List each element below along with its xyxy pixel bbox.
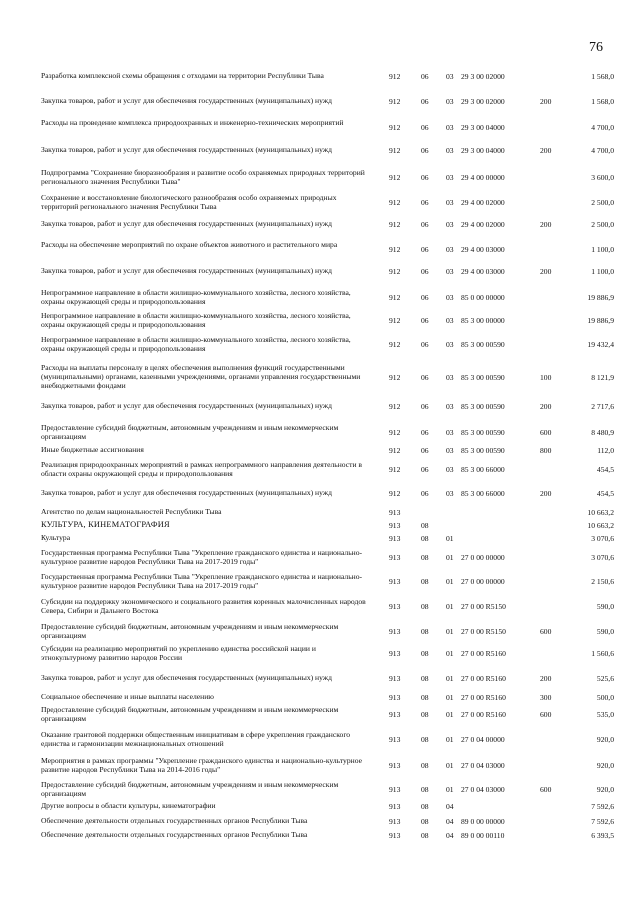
row-description: Закупка товаров, работ и услуг для обеспечения государственных (муниципальных) нужд (41, 145, 332, 154)
row-ved: 913 (389, 735, 401, 744)
row-sum: 920,0 (596, 785, 614, 794)
row-csr: 29 4 00 02000 (461, 219, 505, 229)
row-rz: 08 (421, 710, 429, 719)
row-description: Непрограммное направление в области жилищно-коммунального хозяйства, лесного хозяйства, охраны окружающей среды и природопользования (41, 335, 351, 354)
row-pr: 01 (446, 735, 454, 744)
row-description: Государственная программа Республики Тыва "Укрепление гражданского единства и национально-культурное развитие народов Республики Тыва на 2017-2019 годы" (41, 572, 363, 591)
row-vr: 200 (540, 401, 552, 411)
row-rz: 08 (421, 816, 429, 826)
row-pr: 01 (446, 649, 454, 658)
table-row (0, 644, 640, 663)
row-rz: 06 (421, 219, 429, 229)
row-description: Непрограммное направление в области жилищно-коммунального хозяйства, лесного хозяйства, охраны окружающей среды и природопользования (41, 311, 351, 330)
table-row (0, 801, 640, 811)
row-csr: 85 3 00 00590 (461, 428, 505, 437)
row-ved: 912 (389, 71, 401, 81)
row-description: Оказание грантовой поддержки общественным инициативам в сфере укрепления гражданского единства и гармонизации межнациональных отношений (41, 730, 351, 749)
row-csr: 27 0 00 R5150 (461, 602, 506, 611)
row-pr: 03 (446, 316, 454, 325)
table-row (0, 266, 640, 276)
table-row (0, 622, 640, 641)
row-pr: 03 (446, 123, 454, 132)
row-rz: 08 (421, 627, 429, 636)
row-description: Закупка товаров, работ и услуг для обеспечения государственных (муниципальных) нужд (41, 401, 332, 410)
row-ved: 912 (389, 372, 401, 382)
row-ved: 913 (389, 507, 401, 517)
row-rz: 06 (421, 96, 429, 106)
row-ved: 912 (389, 316, 401, 325)
row-ved: 913 (389, 649, 401, 658)
table-row (0, 705, 640, 724)
row-rz: 08 (421, 785, 429, 794)
table-row (0, 673, 640, 683)
row-csr: 29 3 00 02000 (461, 71, 505, 81)
row-sum: 920,0 (596, 735, 614, 744)
table-row (0, 597, 640, 616)
row-ved: 912 (389, 96, 401, 106)
row-ved: 913 (389, 801, 401, 811)
row-sum: 1 568,0 (591, 96, 614, 106)
row-description: Социальное обеспечение и иные выплаты населению (41, 692, 214, 701)
table-row (0, 168, 640, 187)
row-csr: 85 3 00 00590 (461, 340, 505, 349)
row-rz: 06 (421, 372, 429, 382)
row-pr: 01 (446, 577, 454, 586)
row-ved: 912 (389, 445, 401, 455)
row-sum: 7 592,6 (591, 816, 614, 826)
row-csr: 85 3 00 00590 (461, 372, 505, 382)
table-row (0, 460, 640, 479)
row-ved: 913 (389, 673, 401, 683)
row-ved: 912 (389, 173, 401, 182)
table-row (0, 756, 640, 775)
row-description: Закупка товаров, работ и услуг для обеспечения государственных (муниципальных) нужд (41, 673, 332, 682)
table-row (0, 572, 640, 591)
row-csr: 29 3 00 02000 (461, 96, 505, 106)
row-pr: 03 (446, 71, 454, 81)
row-sum: 454,5 (596, 465, 614, 474)
table-row (0, 71, 640, 81)
row-rz: 06 (421, 245, 429, 254)
row-rz: 06 (421, 401, 429, 411)
row-sum: 7 592,6 (591, 801, 614, 811)
row-pr: 03 (446, 340, 454, 349)
row-sum: 2 150,6 (591, 577, 614, 586)
row-pr: 01 (446, 602, 454, 611)
row-csr: 85 3 00 66000 (461, 488, 505, 498)
row-vr: 200 (540, 219, 552, 229)
row-vr: 800 (540, 445, 552, 455)
row-ved: 912 (389, 266, 401, 276)
row-pr: 03 (446, 428, 454, 437)
table-row (0, 363, 640, 391)
row-ved: 913 (389, 830, 401, 840)
row-csr: 29 4 00 00000 (461, 173, 505, 182)
row-csr: 27 0 04 00000 (461, 735, 505, 744)
row-ved: 912 (389, 340, 401, 349)
row-rz: 08 (421, 692, 429, 702)
table-row (0, 488, 640, 498)
row-sum: 2 717,6 (591, 401, 614, 411)
row-csr: 85 3 00 00000 (461, 316, 505, 325)
row-pr: 03 (446, 465, 454, 474)
row-ved: 912 (389, 245, 401, 254)
row-ved: 912 (389, 428, 401, 437)
row-sum: 590,0 (596, 602, 614, 611)
row-ved: 913 (389, 710, 401, 719)
row-rz: 06 (421, 173, 429, 182)
row-ved: 913 (389, 761, 401, 770)
row-ved: 913 (389, 692, 401, 702)
row-csr: 27 0 00 00000 (461, 577, 505, 586)
row-description: Предоставление субсидий бюджетным, автономным учреждениям и иным некоммерческим организациям (41, 705, 339, 724)
row-sum: 3 070,6 (591, 553, 614, 562)
table-row (0, 780, 640, 799)
row-rz: 08 (421, 553, 429, 562)
row-csr: 27 0 00 R5160 (461, 649, 506, 658)
table-row (0, 520, 640, 530)
row-sum: 4 700,0 (591, 123, 614, 132)
row-vr: 300 (540, 692, 552, 702)
row-pr: 01 (446, 673, 454, 683)
row-pr: 03 (446, 445, 454, 455)
row-rz: 08 (421, 520, 429, 530)
row-pr: 01 (446, 533, 454, 543)
row-description: Предоставление субсидий бюджетным, автономным учреждениям и иным некоммерческим организациям (41, 423, 339, 442)
table-row (0, 507, 640, 517)
row-csr: 85 3 00 66000 (461, 465, 505, 474)
row-sum: 8 480,9 (591, 428, 614, 437)
row-rz: 06 (421, 123, 429, 132)
row-description: Закупка товаров, работ и услуг для обеспечения государственных (муниципальных) нужд (41, 488, 332, 497)
row-vr: 100 (540, 372, 552, 382)
row-csr: 85 0 00 00000 (461, 293, 505, 302)
row-ved: 913 (389, 553, 401, 562)
row-description: Сохранение и восстановление биологического разнообразия особо охраняемых природных территорий регионального значения Республики Тыва (41, 193, 337, 212)
row-ved: 912 (389, 198, 401, 207)
row-description: Расходы на выплаты персоналу в целях обеспечения выполнения функций государственными (муниципальными) органами, казенными учреждениями, органами управления государственными внебюджетными фондами (41, 363, 361, 391)
row-pr: 03 (446, 293, 454, 302)
row-sum: 1 568,0 (591, 71, 614, 81)
row-ved: 912 (389, 293, 401, 302)
row-csr: 89 0 00 00110 (461, 830, 505, 840)
row-pr: 03 (446, 245, 454, 254)
row-sum: 2 500,0 (591, 198, 614, 207)
row-csr: 85 3 00 00590 (461, 445, 505, 455)
table-row (0, 311, 640, 330)
row-pr: 03 (446, 145, 454, 155)
row-rz: 08 (421, 577, 429, 586)
row-sum: 590,0 (596, 627, 614, 636)
table-row (0, 692, 640, 702)
row-description: Расходы на проведение комплекса природоохранных и инженерно-технических мероприятий (41, 118, 344, 127)
row-vr: 600 (540, 710, 552, 719)
row-sum: 19 886,9 (587, 316, 614, 325)
row-description: Иные бюджетные ассигнования (41, 445, 144, 454)
row-rz: 08 (421, 533, 429, 543)
row-description: Реализация природоохранных мероприятий в рамках непрограммного направления деятельности в области охраны окружающей среды и природопользования (41, 460, 363, 479)
row-description: Агентство по делам национальностей Республики Тыва (41, 507, 222, 516)
table-row (0, 335, 640, 354)
table-row (0, 219, 640, 229)
row-sum: 3 600,0 (591, 173, 614, 182)
row-pr: 01 (446, 627, 454, 636)
row-pr: 03 (446, 219, 454, 229)
row-csr: 29 4 00 03000 (461, 266, 505, 276)
table-row (0, 240, 640, 259)
page-number: 76 (589, 40, 603, 55)
row-pr: 03 (446, 96, 454, 106)
row-sum: 19 432,4 (587, 340, 614, 349)
row-sum: 10 663,2 (587, 507, 614, 517)
row-csr: 29 4 00 02000 (461, 198, 505, 207)
row-rz: 06 (421, 488, 429, 498)
row-pr: 04 (446, 816, 454, 826)
row-vr: 600 (540, 627, 552, 636)
row-description: Обеспечение деятельности отдельных государственных органов Республики Тыва (41, 816, 308, 825)
row-ved: 913 (389, 785, 401, 794)
table-row (0, 96, 640, 106)
table-row (0, 423, 640, 442)
row-ved: 913 (389, 577, 401, 586)
row-vr: 200 (540, 96, 552, 106)
row-ved: 912 (389, 465, 401, 474)
row-csr: 29 3 00 04000 (461, 145, 505, 155)
row-sum: 535,0 (596, 710, 614, 719)
row-description: Субсидии на реализацию мероприятий по укреплению единства российской нации и этнокультурному развитию народов России (41, 644, 316, 663)
row-description: Разработка комплексной схемы обращения с отходами на территории Республики Тыва (41, 71, 324, 80)
row-rz: 06 (421, 340, 429, 349)
row-description: Закупка товаров, работ и услуг для обеспечения государственных (муниципальных) нужд (41, 96, 332, 105)
row-ved: 913 (389, 520, 401, 530)
row-rz: 08 (421, 761, 429, 770)
row-sum: 1 100,0 (591, 245, 614, 254)
row-pr: 01 (446, 785, 454, 794)
row-csr: 27 0 04 03000 (461, 761, 505, 770)
row-description: Предоставление субсидий бюджетным, автономным учреждениям и иным некоммерческим организациям (41, 780, 339, 799)
table-row (0, 548, 640, 567)
row-csr: 27 0 04 03000 (461, 785, 505, 794)
row-sum: 19 886,9 (587, 293, 614, 302)
row-pr: 03 (446, 173, 454, 182)
row-rz: 06 (421, 145, 429, 155)
row-csr: 89 0 00 00000 (461, 816, 505, 826)
row-ved: 913 (389, 627, 401, 636)
row-sum: 525,6 (596, 673, 614, 683)
row-rz: 06 (421, 293, 429, 302)
row-sum: 500,0 (596, 692, 614, 702)
row-ved: 913 (389, 602, 401, 611)
row-description: Предоставление субсидий бюджетным, автономным учреждениям и иным некоммерческим организациям (41, 622, 339, 641)
row-csr: 29 4 00 03000 (461, 245, 505, 254)
table-row (0, 118, 640, 137)
row-sum: 10 663,2 (587, 520, 614, 530)
row-csr: 85 3 00 00590 (461, 401, 505, 411)
row-vr: 200 (540, 266, 552, 276)
row-vr: 200 (540, 488, 552, 498)
row-description: Мероприятия в рамках программы "Укрепление гражданского единства и национально-культурное развитие народов Республики Тыва на 2014-2016 годы" (41, 756, 362, 775)
row-pr: 03 (446, 266, 454, 276)
table-row (0, 830, 640, 840)
row-pr: 04 (446, 830, 454, 840)
row-vr: 600 (540, 785, 552, 794)
row-description: Обеспечение деятельности отдельных государственных органов Республики Тыва (41, 830, 308, 839)
row-rz: 06 (421, 266, 429, 276)
row-description: КУЛЬТУРА, КИНЕМАТОГРАФИЯ (41, 520, 170, 529)
table-row (0, 288, 640, 307)
row-rz: 06 (421, 198, 429, 207)
row-pr: 01 (446, 761, 454, 770)
row-description: Другие вопросы в области культуры, кинематографии (41, 801, 216, 810)
row-sum: 112,0 (597, 445, 614, 455)
row-pr: 04 (446, 801, 454, 811)
row-sum: 8 121,9 (591, 372, 614, 382)
row-csr: 27 0 00 R5160 (461, 673, 506, 683)
row-vr: 600 (540, 428, 552, 437)
row-description: Подпрограмма "Сохранение биоразнообразия и развитие особо охраняемых природных территорий регионального значения Республики Тыва" (41, 168, 365, 187)
row-sum: 2 500,0 (591, 219, 614, 229)
row-description: Культура (41, 533, 71, 542)
row-ved: 912 (389, 123, 401, 132)
row-sum: 4 700,0 (591, 145, 614, 155)
row-sum: 1 100,0 (591, 266, 614, 276)
table-row (0, 445, 640, 455)
row-vr: 200 (540, 145, 552, 155)
row-rz: 06 (421, 428, 429, 437)
row-rz: 08 (421, 735, 429, 744)
row-rz: 08 (421, 602, 429, 611)
row-pr: 03 (446, 488, 454, 498)
row-rz: 08 (421, 801, 429, 811)
row-csr: 27 0 00 00000 (461, 553, 505, 562)
row-sum: 1 560,6 (591, 649, 614, 658)
row-rz: 06 (421, 316, 429, 325)
row-vr: 200 (540, 673, 552, 683)
table-row (0, 193, 640, 212)
row-description: Закупка товаров, работ и услуг для обеспечения государственных (муниципальных) нужд (41, 266, 332, 275)
row-description: Непрограммное направление в области жилищно-коммунального хозяйства, лесного хозяйства, охраны окружающей среды и природопользования (41, 288, 351, 307)
row-ved: 912 (389, 145, 401, 155)
row-sum: 3 070,6 (591, 533, 614, 543)
row-description: Расходы на обеспечение мероприятий по охране объектов животного и растительного мира (41, 240, 338, 249)
row-rz: 06 (421, 71, 429, 81)
row-ved: 912 (389, 401, 401, 411)
table-row (0, 730, 640, 749)
row-rz: 08 (421, 649, 429, 658)
table-row (0, 145, 640, 155)
table-row (0, 533, 640, 543)
row-rz: 06 (421, 445, 429, 455)
row-pr: 03 (446, 198, 454, 207)
row-rz: 06 (421, 465, 429, 474)
row-pr: 01 (446, 553, 454, 562)
row-csr: 29 3 00 04000 (461, 123, 505, 132)
table-row (0, 401, 640, 411)
row-ved: 912 (389, 219, 401, 229)
row-ved: 913 (389, 816, 401, 826)
table-row (0, 816, 640, 826)
row-rz: 08 (421, 830, 429, 840)
row-pr: 03 (446, 401, 454, 411)
row-ved: 912 (389, 488, 401, 498)
row-csr: 27 0 00 R5160 (461, 710, 506, 719)
row-rz: 08 (421, 673, 429, 683)
row-csr: 27 0 00 R5160 (461, 692, 506, 702)
row-ved: 913 (389, 533, 401, 543)
row-description: Субсидии на поддержку экономического и социального развития коренных малочисленных народов Севера, Сибири и Дальнего Востока (41, 597, 366, 616)
row-description: Закупка товаров, работ и услуг для обеспечения государственных (муниципальных) нужд (41, 219, 332, 228)
row-sum: 920,0 (596, 761, 614, 770)
row-pr: 03 (446, 372, 454, 382)
row-pr: 01 (446, 692, 454, 702)
row-csr: 27 0 00 R5150 (461, 627, 506, 636)
row-sum: 454,5 (596, 488, 614, 498)
row-description: Государственная программа Республики Тыва "Укрепление гражданского единства и национально-культурное развитие народов Республики Тыва на 2017-2019 годы" (41, 548, 363, 567)
row-pr: 01 (446, 710, 454, 719)
row-sum: 6 393,5 (591, 830, 614, 840)
